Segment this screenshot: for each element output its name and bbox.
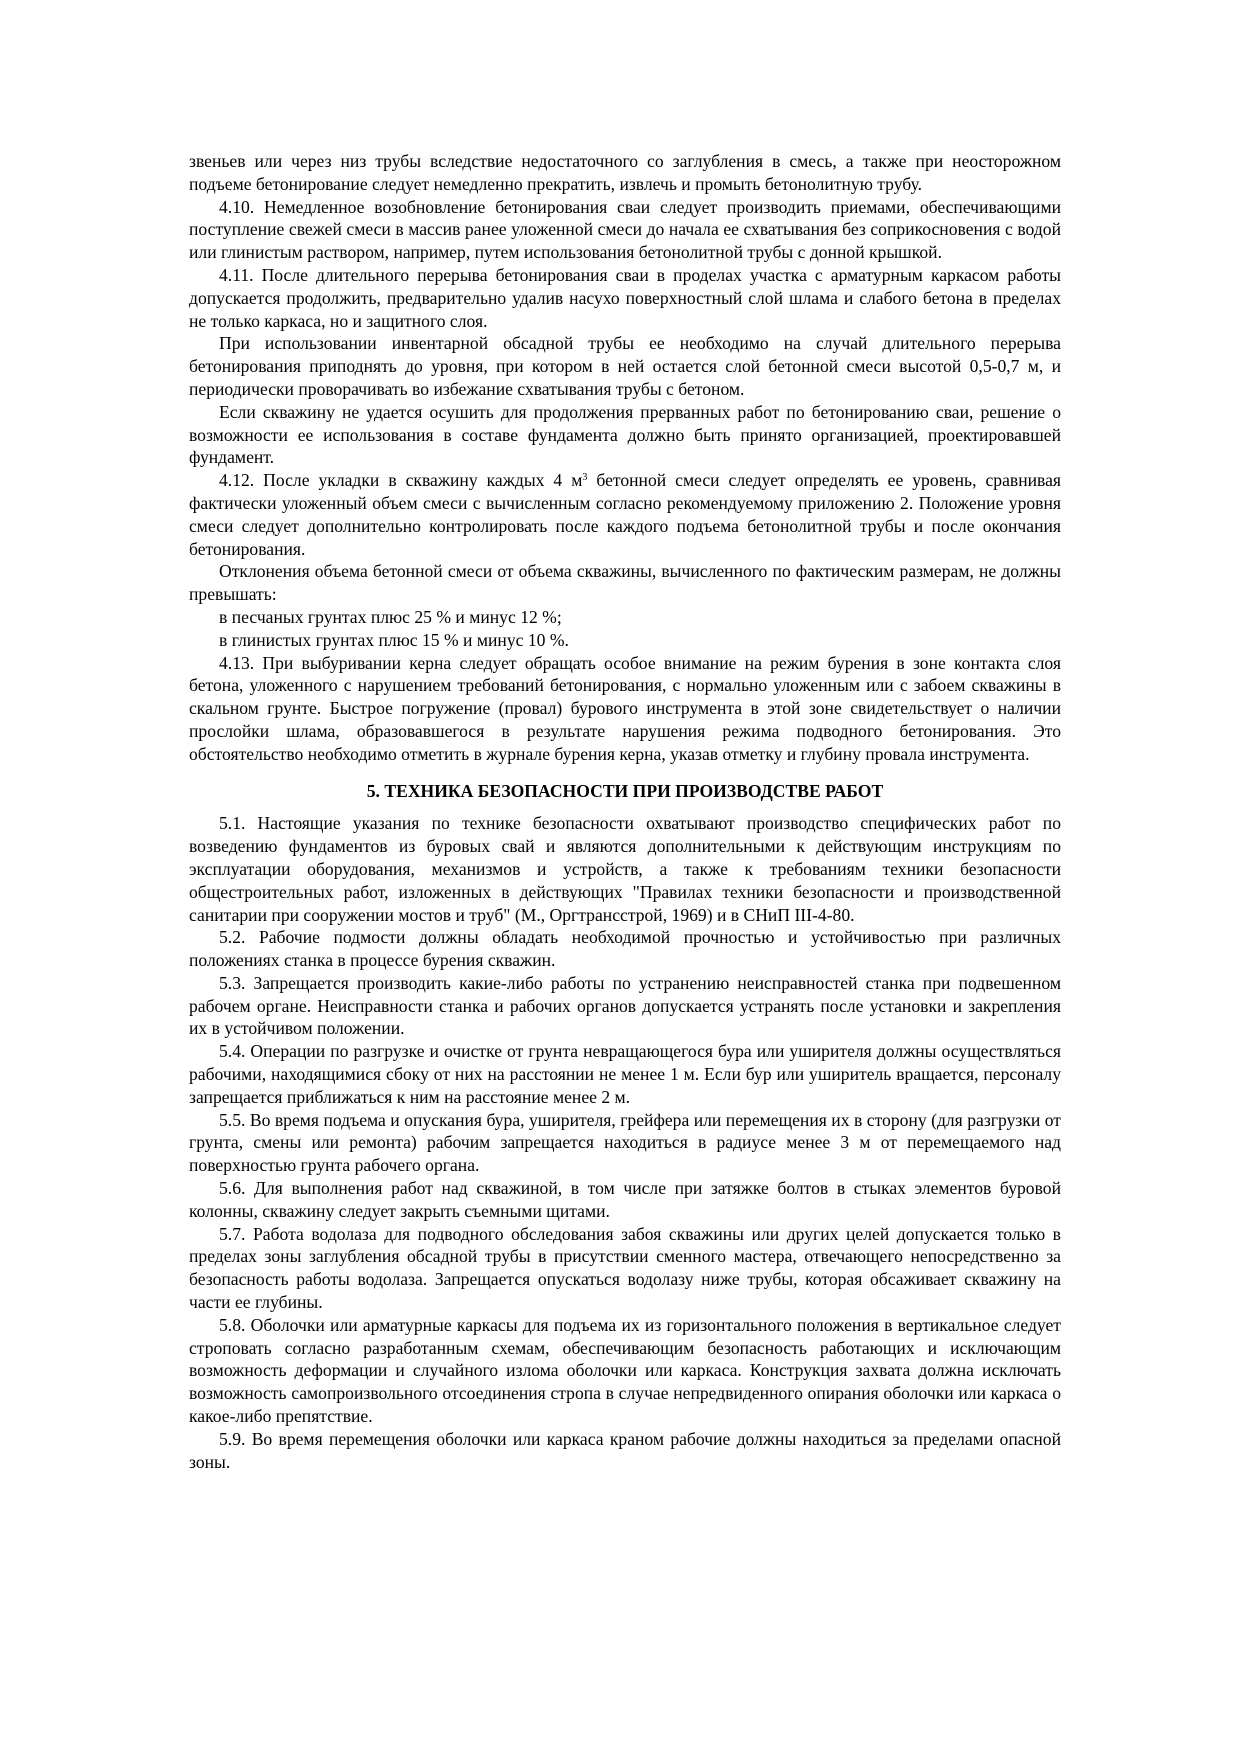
document-page xyxy=(189,150,1061,1473)
paragraph-continuation: звеньев или через низ трубы вследствие недостаточного со заглубления в смесь, а также при неосторожном подъеме бетонирование следует немедленно прекратить, извлечь и промыть бетонолитную трубу. xyxy=(189,151,1061,194)
list-item-clay-soils: в глинистых грунтах плюс 15 % и минус 10 %. xyxy=(219,629,569,650)
paragraph-5-6: 5.6. Для выполнения работ над скважиной, в том числе при затяжке болтов в стыках элементов буровой колонны, скважину следует закрыть съемными щитами. xyxy=(189,1178,1061,1221)
paragraph-5-7: 5.7. Работа водолаза для подводного обследования забоя скважины или других целей допускается только в пределах зоны заглубления обсадной трубы в присутствии сменного мастера, отвечающего непосредственно за безопасность работы водолаза. Запрещается опускаться водолазу ниже трубы, которая обсаживает скважину на части ее глубины. xyxy=(189,1223,1061,1313)
paragraph-4-11: 4.11. После длительного перерыва бетонирования сваи в проделах участка с арматурным каркасом работы допускается продолжить, предварительно удалив насухо поверхностный слой шлама и слабого бетона в пределах не только каркаса, но и защитного слоя. xyxy=(189,264,1061,331)
paragraph-volume-deviation: Отклонения объема бетонной смеси от объема скважины, вычисленного по фактическим размерам, не должны превышать: xyxy=(189,561,1061,605)
list-item-sandy-soils: в песчаных грунтах плюс 25 % и минус 12 %; xyxy=(219,606,562,627)
paragraph-4-12-start: 4.12. После укладки в скважину каждых 4 м xyxy=(219,470,583,491)
paragraph-5-4: 5.4. Операции по разгрузке и очистке от грунта невращающегося бура или уширителя должны осуществляться рабочими, находящимися сбоку от них на расстоянии не менее 1 м. Если бур или уширитель вращается, персоналу запрещается приближаться к ним на расстояние менее 2 м. xyxy=(189,1041,1061,1107)
section-heading: 5. ТЕХНИКА БЕЗОПАСНОСТИ ПРИ ПРОИЗВОДСТВЕ РАБОТ xyxy=(366,780,884,801)
cubic-superscript: 3 xyxy=(582,472,588,484)
paragraph-4-12 xyxy=(189,469,1061,560)
paragraph-5-5: 5.5. Во время подъема и опускания бура, уширителя, грейфера или перемещения их в сторону (для разгрузки от грунта, смены или ремонта) рабочим запрещается находиться в радиусе менее 3 м от перемещаемого над поверхностью грунта рабочего органа. xyxy=(189,1109,1061,1176)
paragraph-5-9: 5.9. Во время перемещения оболочки или каркаса краном рабочие должны находиться за пределами опасной зоны. xyxy=(189,1428,1061,1472)
paragraph-4-13: 4.13. При выбуривании керна следует обращать особое внимание на режим бурения в зоне контакта слоя бетона, уложенного с нарушением требований бетонирования, с нормально уложенным или с забоем скважины в скальном грунте. Быстрое погружение (провал) бурового инструмента в этой зоне свидетельствует о наличии прослойки шлама, образовавшегося в результате нарушения режима подводного бетонирования. Это обстоятельство необходимо отметить в журнале бурения керна, указав отметку и глубину провала инструмента. xyxy=(189,652,1061,764)
paragraph-casing-pipe: При использовании инвентарной обсадной трубы ее необходимо на случай длительного перерыва бетонирования приподнять до уровня, при котором в ней остается слой бетонной смеси высотой 0,5-0,7 м, и периодически проворачивать во избежание схватывания трубы с бетоном. xyxy=(189,333,1061,399)
paragraph-well-drain: Если скважину не удается осушить для продолжения прерванных работ по бетонированию сваи, решение о возможности ее использования в составе фундамента должно быть принято организацией, проектировавшей фундамент. xyxy=(189,401,1061,468)
paragraph-4-12-end: бетонной смеси следует определять ее уровень, сравнивая фактически уложенный объем смеси с вычисленным согласно рекомендуемому приложению 2. Положение уровня смеси следует дополнительно контролировать после каждого подъема бетонолитной трубы и после окончания бетонирования. xyxy=(189,470,1061,559)
paragraph-5-1: 5.1. Настоящие указания по технике безопасности охватывают производство специфических работ по возведению фундаментов из буровых свай и являются дополнительными к действующим инструкциям по эксплуатации оборудования, механизмов и устройств, а также к требованиям техники безопасности общестроительных работ, изложенных в действующих "Правилах техники безопасности и производственной санитарии при сооружении мостов и труб" (М., Оргтрансстрой, 1969) и в СНиП III-4-80. xyxy=(189,813,1061,925)
paragraph-5-3: 5.3. Запрещается производить какие-либо работы по устранению неисправностей станка при подвешенном рабочем органе. Неисправности станка и рабочих органов допускается устранять после установки и закрепления их в устойчивом положении. xyxy=(189,972,1061,1039)
paragraph-4-10: 4.10. Немедленное возобновление бетонирования сваи следует производить приемами, обеспечивающими поступление свежей смеси в массив ранее уложенной смеси до начала ее схватывания без соприкосновения с водой или глинистым раствором, например, путем использования бетонолитной трубы с донной крышкой. xyxy=(189,196,1061,263)
paragraph-5-2: 5.2. Рабочие подмости должны обладать необходимой прочностью и устойчивостью при различных положениях станка в процессе бурения скважин. xyxy=(189,927,1061,971)
paragraph-5-8: 5.8. Оболочки или арматурные каркасы для подъема их из горизонтального положения в вертикальное следует строповать согласно разработанным схемам, обеспечивающим безопасность работающих и исключающим возможность деформации и случайного излома оболочки или каркаса. Конструкция захвата должна исключать возможность самопроизвольного отсоединения стропа в случае непредвиденного опирания оболочки или каркаса о какое-либо препятствие. xyxy=(189,1314,1061,1427)
